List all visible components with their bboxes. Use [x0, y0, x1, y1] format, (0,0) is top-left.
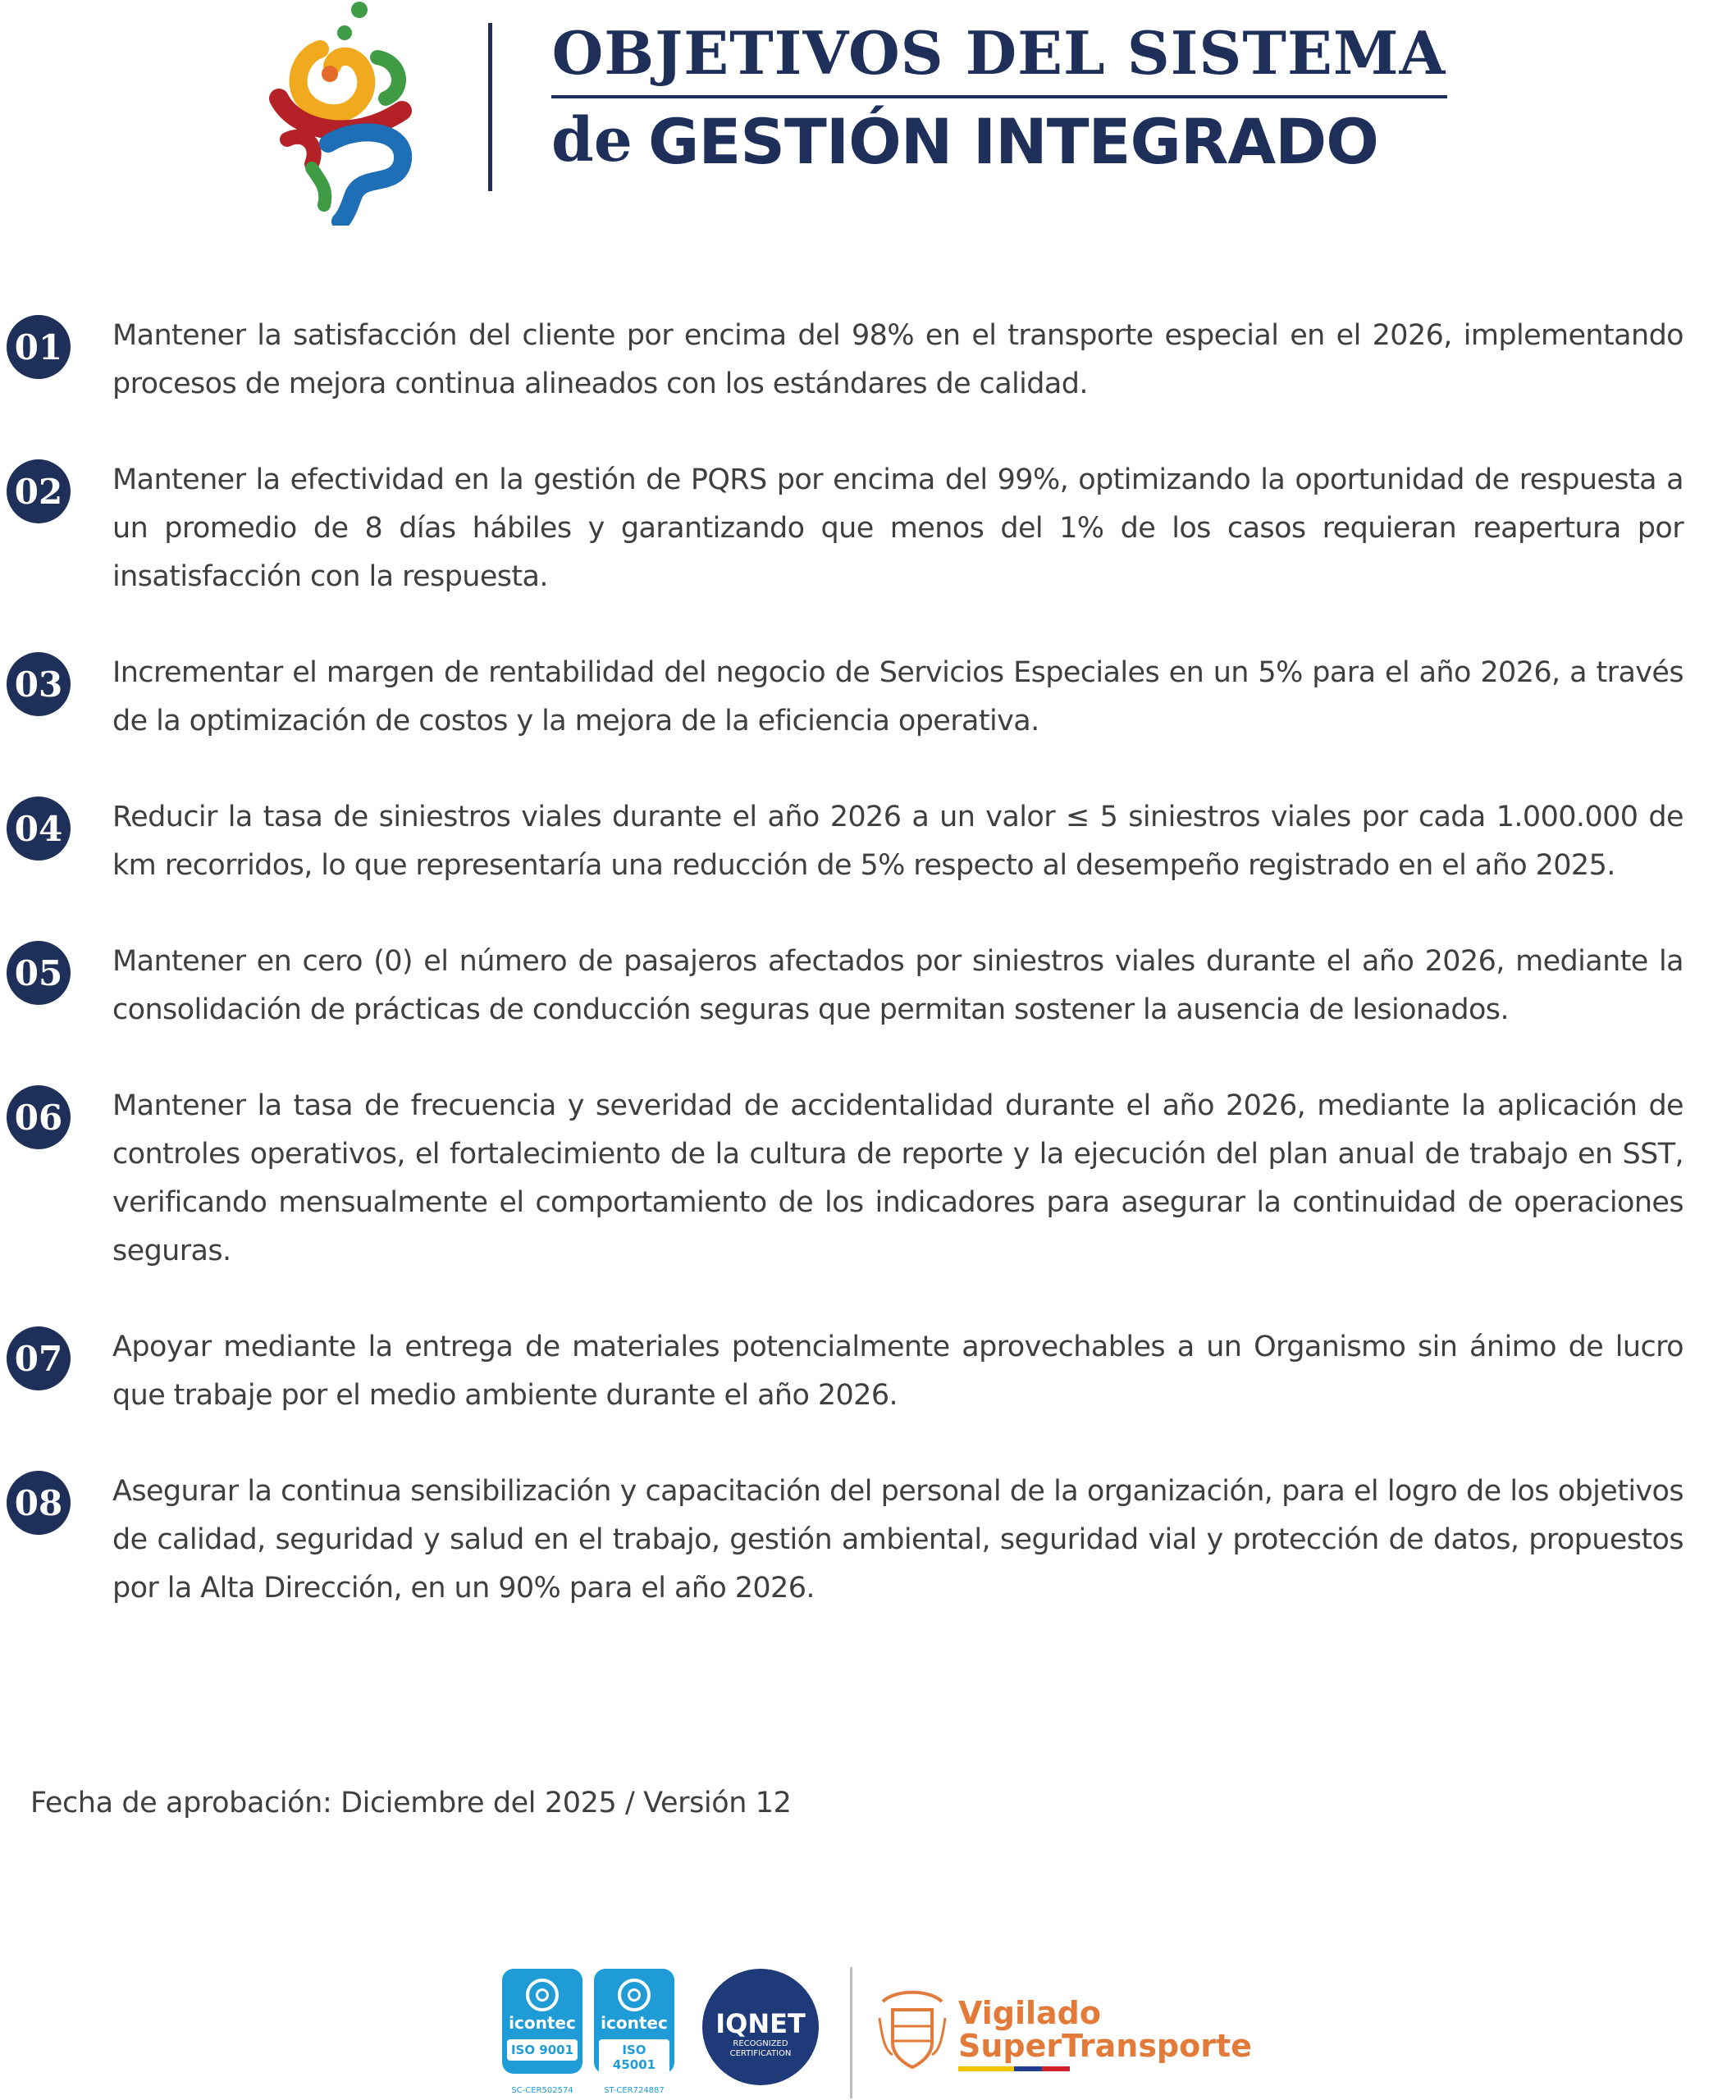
objective-number-badge: 07 — [7, 1326, 71, 1390]
badge-brand: icontec — [509, 2013, 576, 2033]
iqnet-name: IQNET — [715, 2008, 806, 2039]
title-underline — [551, 95, 1447, 98]
objective-number-badge: 08 — [7, 1471, 71, 1535]
objective-number-badge: 04 — [7, 797, 71, 861]
objective-text: Mantener la tasa de frecuencia y severidad de accidentalidad durante el año 2026, mediante la aplicación de controles operativos, el fortalecimiento de la cultura de reporte y la ejecución del plan anual de trabajo en SST, verificando mensualmente el comportamiento de los indicadores para asegurar la continuidad de operaciones seguras. — [112, 1089, 1683, 1267]
objective-text: Asegurar la continua sensibilización y capacitación del personal de la organización, para el logro de los objetivos de calidad, seguridad y salud en el trabajo, gestión ambiental, seguridad vial y protección de datos, propuestos por la Alta Dirección, en un 90% para el año 2026. — [112, 1475, 1683, 1605]
objective-text: Mantener la satisfacción del cliente por encima del 98% en el transporte especial en el 2026, implementando procesos de mejora continua alineados con los estándares de calidad. — [112, 319, 1683, 400]
objective-number-badge: 05 — [7, 941, 71, 1005]
badge-brand: icontec — [601, 2013, 668, 2033]
icontec-icon — [526, 1979, 559, 2011]
icontec-iso9001-badge — [502, 1969, 582, 2074]
objective-number-badge: 02 — [7, 459, 71, 523]
icontec-icon — [618, 1979, 651, 2011]
iqnet-line1: RECOGNIZED — [733, 2039, 788, 2048]
title-de: de — [551, 105, 633, 176]
badge-iso: ISO 45001 — [599, 2039, 669, 2074]
vigilado-label: Vigilado — [958, 1995, 1101, 2031]
approval-date: Fecha de aprobación: Diciembre del 2025 / Versión 12 — [30, 1787, 792, 1819]
footer-divider — [850, 1967, 852, 2098]
iqnet-line2: CERTIFICATION — [729, 2049, 792, 2058]
objective-text: Reducir la tasa de siniestros viales durante el año 2026 a un valor ≤ 5 siniestros viales por cada 1.000.000 de km recorridos, lo que representaría una reducción de 5% respecto al desempeño registrado en el año 2025. — [112, 801, 1683, 882]
badge-iso: ISO 9001 — [507, 2039, 578, 2061]
objective-text: Mantener la efectividad en la gestión de PQRS por encima del 99%, optimizando la oportunidad de respuesta a un promedio de 8 días hábiles y garantizando que menos del 1% de los casos requieran reapertura por insatisfacción con la respuesta. — [112, 463, 1683, 593]
header — [0, 0, 1736, 246]
objective-number-badge: 06 — [7, 1085, 71, 1149]
coat-of-arms-icon — [875, 1985, 950, 2075]
badge-code: ST-CER724887 — [604, 2086, 665, 2095]
objective-text: Mantener en cero (0) el número de pasajeros afectados por siniestros viales durante el año 2026, mediante la consolidación de prácticas de conducción seguras que permitan sostener la ausencia de lesionados. — [112, 945, 1683, 1026]
objective-text: Incrementar el margen de rentabilidad del negocio de Servicios Especiales en un 5% para el año 2026, a través de la optimización de costos y la mejora de la eficiencia operativa. — [112, 656, 1683, 737]
objective-number-badge: 03 — [7, 652, 71, 716]
objective-number-badge: 01 — [7, 315, 71, 379]
iqnet-badge — [702, 1969, 819, 2085]
badge-code: SC-CER502574 — [511, 2086, 573, 2095]
title-line1: OBJETIVOS DEL SISTEMA — [551, 18, 1446, 88]
colorful-abstract-logo-icon — [263, 0, 427, 226]
icontec-iso45001-badge — [594, 1969, 674, 2074]
title-line2: GESTIÓN INTEGRADO — [648, 105, 1378, 178]
supertransporte-label: SuperTransporte — [958, 2028, 1252, 2064]
header-divider — [488, 23, 492, 191]
colombia-flag-stripe — [958, 2066, 1070, 2071]
objective-text: Apoyar mediante la entrega de materiales potencialmente aprovechables a un Organismo sin ánimo de lucro que trabaje por el medio ambiente durante el año 2026. — [112, 1331, 1683, 1412]
